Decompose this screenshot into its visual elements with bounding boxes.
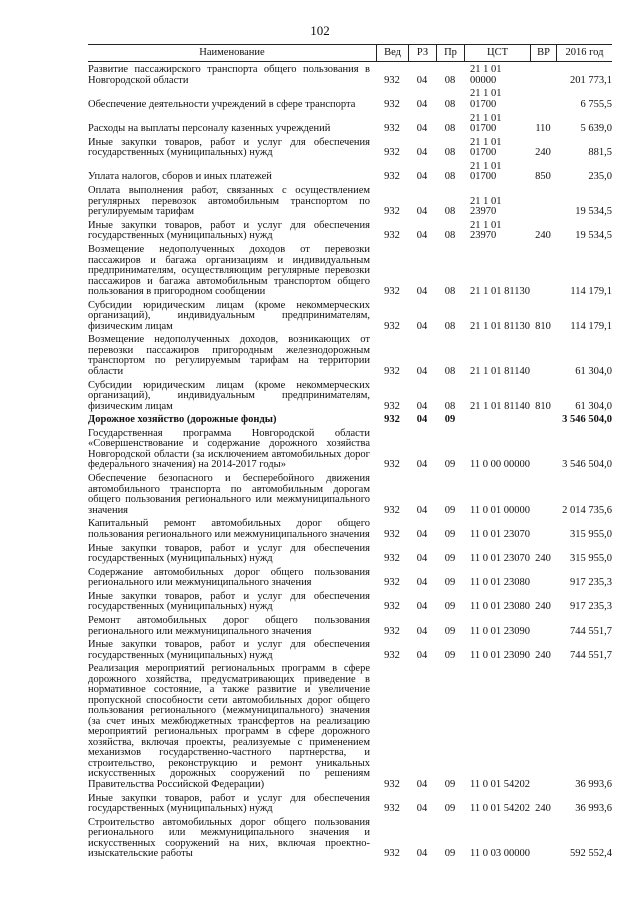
row-name: Иные закупки товаров, работ и услуг для обеспечения государственных (муниципальных) нужд — [88, 639, 370, 661]
row-rz: 04 — [416, 528, 428, 540]
row-name: Государственная программа Новгородской области «Совершенствование и содержание дорожного хозяйства Новгородской области (за исключением автомобильных дорог федерального значения) на 2014-2017 годы» — [88, 427, 370, 471]
table-body — [88, 65, 612, 860]
row-ved: 932 — [384, 147, 400, 159]
table-row — [88, 794, 612, 815]
row-rz: 04 — [416, 504, 428, 516]
row-pr: 09 — [444, 625, 456, 637]
row-cst: 11 0 01 23070 — [470, 528, 530, 540]
row-sum: 917 235,3 — [570, 601, 612, 613]
table-row — [88, 592, 612, 613]
row-rz: 04 — [416, 601, 428, 613]
row-vr: 110 — [535, 123, 551, 135]
row-ved: 932 — [384, 504, 400, 516]
row-name: Уплата налогов, сборов и иных платежей — [88, 171, 272, 183]
row-ved: 932 — [384, 528, 400, 540]
row-sum: 917 235,3 — [570, 577, 612, 589]
row-name: Иные закупки товаров, работ и услуг для обеспечения государственных (муниципальных) нужд — [88, 792, 370, 815]
row-rz: 04 — [416, 649, 428, 661]
row-rz: 04 — [416, 848, 428, 860]
row-vr: 850 — [535, 171, 551, 183]
row-rz: 04 — [416, 365, 428, 377]
row-rz: 04 — [416, 74, 428, 86]
row-rz: 04 — [416, 414, 428, 426]
row-name: Возмещение недополученных доходов от перевозки пассажиров и багажа организациям и индивидуальным предпринимателям, осуществляющим регулярные перевозки пассажиров и багажа автомобильным транспортом общего пользования в пригородном сообщении — [88, 244, 370, 297]
row-rz: 04 — [416, 553, 428, 564]
row-sum: 36 993,6 — [575, 803, 612, 815]
row-rz: 04 — [416, 400, 428, 412]
row-name: Субсидии юридическим лицам (кроме некоммерческих организаций), индивидуальным предпринимателям, физическим лицам — [88, 299, 370, 332]
header-name: Наименование — [199, 47, 265, 58]
row-cst: 21 1 01 01700 — [470, 112, 502, 135]
row-pr: 08 — [444, 230, 456, 242]
row-sum: 114 179,1 — [570, 286, 612, 297]
row-ved: 932 — [384, 206, 400, 218]
row-sum: 315 955,0 — [570, 528, 612, 540]
table-row — [88, 474, 612, 516]
row-sum: 881,5 — [588, 147, 612, 159]
row-name: Субсидии юридическим лицам (кроме некоммерческих организаций), индивидуальным предпринимателям, физическим лицам — [88, 379, 370, 412]
row-pr: 08 — [444, 320, 456, 332]
row-name: Возмещение недополученных доходов, возникающих от перевозки пассажиров пригородным железнодорожным транспортом по регулируемым тарифам на территории области — [88, 334, 370, 377]
row-sum: 235,0 — [588, 171, 612, 183]
row-name: Строительство автомобильных дорог общего пользования регионального или межмуниципального значения и искусственных сооружений на них, включая проектно-изыскательские работы — [88, 816, 370, 860]
row-rz: 04 — [416, 803, 428, 815]
row-vr: 240 — [535, 803, 551, 815]
row-cst: 11 0 01 54202 — [470, 803, 530, 815]
row-cst: 11 0 01 54202 — [470, 778, 530, 790]
row-rz: 04 — [416, 320, 428, 332]
row-ved: 932 — [384, 778, 400, 790]
table-row — [88, 138, 612, 159]
header-vr: ВР — [530, 45, 556, 61]
row-cst: 11 0 01 23090 — [470, 649, 530, 661]
row-ved: 932 — [384, 803, 400, 815]
row-pr: 08 — [444, 98, 456, 110]
row-rz: 04 — [416, 625, 428, 637]
row-pr: 08 — [444, 171, 456, 183]
row-sum: 3 546 504,0 — [562, 459, 612, 471]
row-rz: 04 — [416, 230, 428, 242]
row-ved: 932 — [384, 459, 400, 471]
row-pr: 08 — [444, 147, 456, 159]
row-ved: 932 — [384, 601, 400, 613]
row-rz: 04 — [416, 778, 428, 790]
row-name: Дорожное хозяйство (дорожные фонды) — [88, 414, 277, 426]
table-row — [88, 568, 612, 589]
row-name: Оплата выполнения работ, связанных с осуществлением регулярных перевозок автомобильным транспортом по регулируемым тарифам — [88, 185, 370, 218]
row-ved: 932 — [384, 320, 400, 332]
row-vr: 810 — [535, 320, 551, 332]
row-ved: 932 — [384, 553, 400, 564]
row-ved: 932 — [384, 98, 400, 110]
table-row — [88, 114, 612, 135]
row-sum: 19 534,5 — [575, 230, 612, 242]
row-pr: 09 — [444, 459, 456, 471]
row-cst: 21 1 01 01700 — [470, 88, 502, 110]
row-pr: 09 — [444, 553, 456, 564]
table-row — [88, 89, 612, 110]
row-pr: 08 — [444, 365, 456, 377]
header-year: 2016 год — [556, 45, 612, 61]
row-rz: 04 — [416, 171, 428, 183]
row-cst: 11 0 00 00000 — [470, 459, 530, 471]
row-pr: 09 — [444, 414, 456, 426]
row-name: Развитие пассажирского транспорта общего пользования в Новгородской области — [88, 64, 370, 86]
row-vr: 240 — [535, 147, 551, 159]
row-rz: 04 — [416, 206, 428, 218]
row-vr: 240 — [535, 553, 551, 564]
row-pr: 08 — [444, 286, 456, 297]
row-sum: 2 014 735,6 — [562, 504, 612, 516]
table-row — [88, 335, 612, 377]
row-pr: 09 — [444, 577, 456, 589]
row-pr: 09 — [444, 528, 456, 540]
row-cst: 11 0 01 23080 — [470, 577, 530, 589]
row-sum: 6 755,5 — [580, 98, 612, 110]
row-cst: 21 1 01 23970 — [470, 219, 502, 242]
header-rz: РЗ — [408, 45, 436, 61]
table-row — [88, 245, 612, 298]
row-ved: 932 — [384, 74, 400, 86]
row-cst: 21 1 01 81140 — [470, 400, 530, 412]
row-vr: 240 — [535, 601, 551, 613]
row-sum: 61 304,0 — [575, 365, 612, 377]
row-pr: 09 — [444, 803, 456, 815]
row-vr: 810 — [535, 400, 551, 412]
row-cst: 11 0 01 23090 — [470, 625, 530, 637]
row-pr: 09 — [444, 601, 456, 613]
row-cst: 11 0 03 00000 — [470, 848, 530, 860]
row-ved: 932 — [384, 171, 400, 183]
table-row — [88, 616, 612, 637]
row-cst: 11 0 01 23070 — [470, 553, 530, 564]
row-pr: 09 — [444, 848, 456, 860]
row-ved: 932 — [384, 400, 400, 412]
row-pr: 09 — [444, 649, 456, 661]
header-pr: Пр — [436, 45, 464, 61]
row-sum: 744 551,7 — [570, 625, 612, 637]
row-rz: 04 — [416, 98, 428, 110]
row-cst: 21 1 01 00000 — [470, 64, 502, 86]
row-name: Расходы на выплаты персоналу казенных учреждений — [88, 123, 331, 135]
row-sum: 592 552,4 — [570, 848, 612, 860]
row-pr: 08 — [444, 74, 456, 86]
table-row — [88, 544, 612, 565]
table-row — [88, 381, 612, 413]
header-ved: Вед — [376, 45, 408, 61]
table-row — [88, 519, 612, 540]
row-ved: 932 — [384, 123, 400, 135]
table-row — [88, 664, 612, 790]
table-header — [88, 44, 612, 62]
row-name: Содержание автомобильных дорог общего пользования регионального или межмуниципального значения — [88, 566, 370, 589]
row-ved: 932 — [384, 414, 400, 426]
row-ved: 932 — [384, 365, 400, 377]
row-pr: 08 — [444, 206, 456, 218]
row-ved: 932 — [384, 230, 400, 242]
row-cst: 21 1 01 81140 — [470, 365, 530, 377]
row-pr: 09 — [444, 778, 456, 790]
row-cst: 21 1 01 23970 — [470, 195, 502, 218]
row-name: Обеспечение безопасного и бесперебойного движения автомобильного транспорта по автомобильным дорогам общего пользования регионального или межмуниципального значения — [88, 473, 370, 516]
row-sum: 5 639,0 — [580, 123, 612, 135]
row-ved: 932 — [384, 577, 400, 589]
row-name: Иные закупки товаров, работ и услуг для обеспечения государственных (муниципальных) нужд — [88, 136, 370, 159]
header-cst: ЦСТ — [464, 45, 530, 61]
row-ved: 932 — [384, 625, 400, 637]
row-cst: 21 1 01 81130 — [470, 286, 530, 297]
row-sum: 744 551,7 — [570, 649, 612, 661]
row-ved: 932 — [384, 649, 400, 661]
row-ved: 932 — [384, 286, 400, 297]
table-row — [88, 301, 612, 333]
row-pr: 08 — [444, 123, 456, 135]
row-rz: 04 — [416, 577, 428, 589]
row-cst: 11 0 01 00000 — [470, 504, 530, 516]
row-sum: 315 955,0 — [570, 553, 612, 564]
row-sum: 19 534,5 — [575, 206, 612, 218]
row-vr: 240 — [535, 230, 551, 242]
row-name: Капитальный ремонт автомобильных дорог общего пользования регионального или межмуниципального значения — [88, 518, 370, 540]
row-rz: 04 — [416, 286, 428, 297]
row-pr: 09 — [444, 504, 456, 516]
row-ved: 932 — [384, 848, 400, 860]
table-row — [88, 640, 612, 661]
row-sum: 36 993,6 — [575, 778, 612, 790]
table-row — [88, 162, 612, 183]
row-pr: 08 — [444, 400, 456, 412]
row-name: Иные закупки товаров, работ и услуг для обеспечения государственных (муниципальных) нужд — [88, 542, 370, 564]
row-sum: 3 546 504,0 — [562, 414, 612, 426]
row-cst: 21 1 01 01700 — [470, 136, 502, 159]
row-sum: 201 773,1 — [570, 74, 612, 86]
table-row — [88, 818, 612, 860]
table-row — [88, 65, 612, 86]
page-number: 102 — [310, 23, 330, 38]
row-sum: 114 179,1 — [570, 320, 612, 332]
row-cst: 21 1 01 81130 — [470, 320, 530, 332]
row-rz: 04 — [416, 123, 428, 135]
row-sum: 61 304,0 — [575, 400, 612, 412]
row-rz: 04 — [416, 459, 428, 471]
row-cst: 21 1 01 01700 — [470, 160, 502, 183]
row-name: Иные закупки товаров, работ и услуг для обеспечения государственных (муниципальных) нужд — [88, 590, 370, 613]
row-name: Реализация мероприятий региональных программ в сфере дорожного хозяйства, предусматривающих приведение в нормативное состояние, а также развитие и увеличение пропускной способности сети автомобильных дорог общего пользования регионального (межмуниципального) значения (за счет иных межбюджетных трансфертов на реализацию мероприятий региональных программ в сфере дорожного хозяйства, включая проекты, реализуемые с применением механизмов государственно-частного партнерства, и строительство, реконструкцию и ремонт уникальных искусственных дорожных сооружений по решениям Правительства Российской Федерации) — [88, 663, 370, 790]
row-name: Обеспечение деятельности учреждений в сфере транспорта — [88, 98, 356, 110]
row-name: Иные закупки товаров, работ и услуг для обеспечения государственных (муниципальных) нужд — [88, 219, 370, 242]
row-vr: 240 — [535, 649, 551, 661]
budget-table — [88, 44, 612, 860]
row-name: Ремонт автомобильных дорог общего пользования регионального или межмуниципального значения — [88, 615, 370, 637]
row-cst: 11 0 01 23080 — [470, 601, 530, 613]
table-row — [88, 221, 612, 242]
table-row — [88, 415, 612, 426]
row-rz: 04 — [416, 147, 428, 159]
table-row — [88, 186, 612, 218]
table-row — [88, 429, 612, 471]
